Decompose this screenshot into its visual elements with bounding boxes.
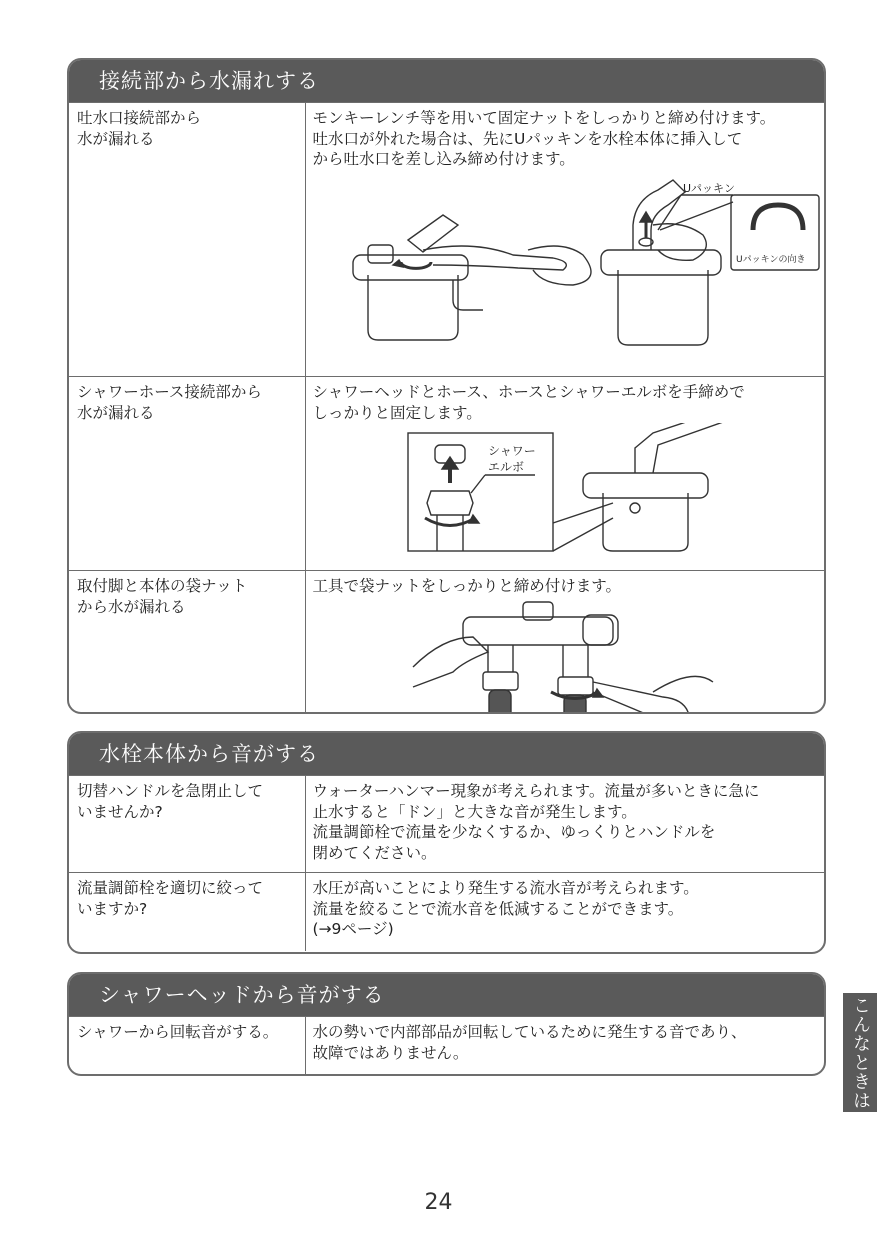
svg-text:Uパッキン: Uパッキン	[682, 181, 735, 195]
mounting-legs-drawing	[463, 602, 618, 715]
solution-text: 閉めてください。	[312, 843, 437, 862]
problem-cell	[69, 1017, 305, 1075]
problem-cell	[69, 873, 305, 951]
svg-text:Uパッキンの向き: Uパッキンの向き	[735, 254, 805, 265]
page-reference: (→9ページ)	[312, 920, 394, 938]
problem-text: 吐水口接続部から	[77, 109, 202, 127]
section-noise-shower	[67, 972, 826, 1076]
hose-illustration	[313, 423, 817, 563]
troubleshoot-table	[69, 1016, 824, 1075]
solution-text: 故障ではありません。	[312, 1043, 469, 1062]
solution-text: 工具で袋ナットをしっかりと締め付けます。	[312, 577, 621, 595]
problem-cell	[69, 776, 305, 873]
solution-cell	[305, 776, 824, 873]
solution-cell	[305, 1017, 824, 1075]
troubleshoot-table	[69, 775, 824, 951]
chapter-tab[interactable]: こんなときは	[843, 993, 877, 1112]
solution-text: モンキーレンチ等を用いて固定ナットをしっかりと締め付けます。	[312, 109, 776, 127]
section-leak	[67, 58, 826, 714]
troubleshoot-table	[69, 102, 824, 714]
section-noise-body	[67, 731, 826, 954]
problem-cell	[69, 571, 305, 715]
section-title: 水栓本体から音がする	[69, 733, 824, 775]
problem-text: シャワーから回転音がする。	[77, 1023, 279, 1041]
problem-text: 水が漏れる	[77, 403, 155, 422]
problem-text: いますか?	[77, 899, 148, 918]
problem-text: 流量調節栓を適切に絞って	[77, 879, 264, 897]
faucet-packing-drawing	[601, 180, 819, 345]
problem-cell	[69, 103, 305, 377]
faucet-wrench-drawing	[353, 215, 591, 340]
shower-elbow-drawing	[425, 444, 536, 551]
spout-illustration	[313, 170, 817, 360]
problem-text: から水が漏れる	[77, 597, 186, 616]
faucet-body-drawing	[583, 423, 743, 551]
page-number: 24	[424, 1190, 453, 1215]
solution-cell	[305, 873, 824, 951]
solution-text: から吐水口を差し込み締め付けます。	[312, 150, 575, 168]
solution-text: 吐水口が外れた場合は、先にUパッキンを水栓本体に挿入して	[312, 129, 743, 148]
table-row	[69, 1017, 824, 1075]
section-title: 接続部から水漏れする	[69, 60, 824, 102]
table-row	[69, 377, 824, 571]
problem-text: 取付脚と本体の袋ナット	[77, 577, 248, 595]
table-row	[69, 571, 824, 715]
solution-text: しっかりと固定します。	[312, 403, 482, 422]
solution-text: 水の勢いで内部部品が回転しているために発生する音であり、	[312, 1023, 747, 1041]
problem-text: 水が漏れる	[77, 129, 155, 148]
problem-text: シャワーホース接続部から	[77, 383, 262, 401]
table-row	[69, 103, 824, 377]
problem-cell	[69, 377, 305, 571]
svg-text:エルボ: エルボ	[487, 460, 524, 474]
section-title: シャワーヘッドから音がする	[69, 974, 824, 1016]
solution-text: 水圧が高いことにより発生する流水音が考えられます。	[312, 879, 699, 897]
table-row	[69, 776, 824, 873]
solution-cell	[305, 571, 824, 715]
solution-cell	[305, 377, 824, 571]
problem-text: 切替ハンドルを急閉止して	[77, 782, 264, 800]
solution-text: 止水すると「ドン」と大きな音が発生します。	[312, 802, 637, 821]
table-row	[69, 873, 824, 951]
solution-cell	[305, 103, 824, 377]
nut-illustration	[313, 597, 817, 715]
svg-text:シャワー: シャワー	[487, 444, 536, 458]
solution-text: ウォーターハンマー現象が考えられます。流量が多いときに急に	[312, 782, 760, 800]
solution-text: シャワーヘッドとホース、ホースとシャワーエルボを手締めで	[312, 383, 745, 401]
solution-text: 流量を絞ることで流水音を低減することができます。	[312, 899, 684, 918]
solution-text: 流量調節栓で流量を少なくするか、ゆっくりとハンドルを	[312, 823, 716, 841]
problem-text: いませんか?	[77, 802, 163, 821]
